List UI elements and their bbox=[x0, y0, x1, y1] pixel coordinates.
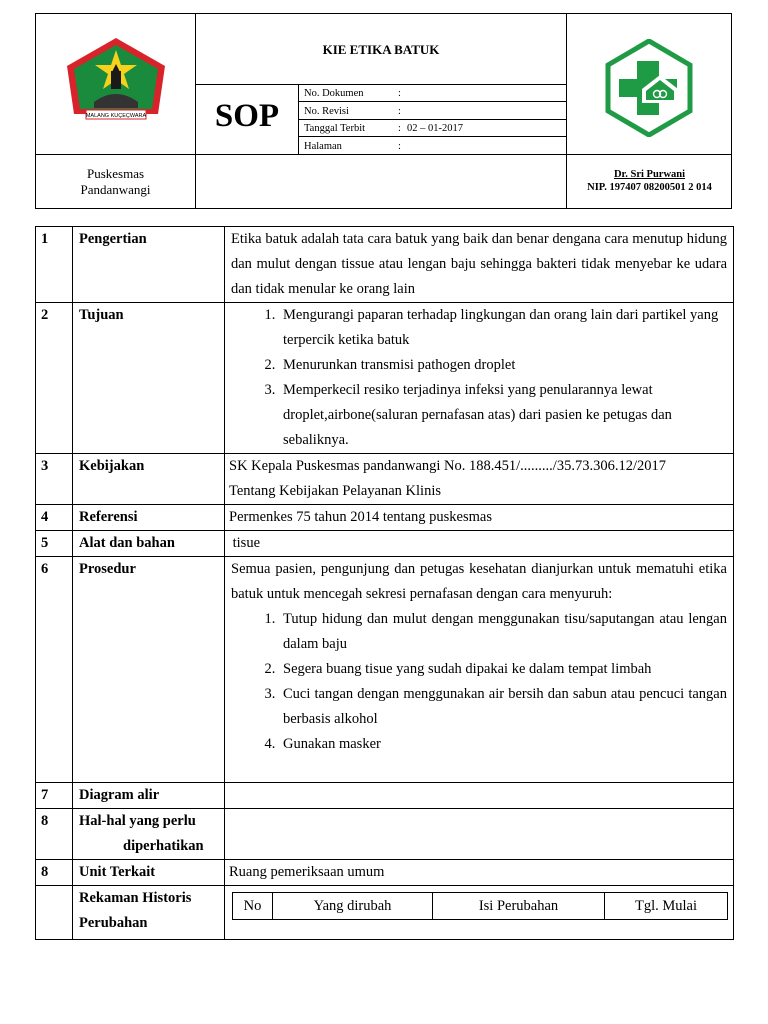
list-item: 1. Tutup hidung dan mulut dengan menggunakan tisu/saputangan atau lengan dalam baju bbox=[279, 607, 727, 657]
sop-label: SOP bbox=[214, 98, 280, 134]
svg-text:MALANG KUÇEÇWARA: MALANG KUÇEÇWARA bbox=[85, 113, 147, 119]
list-item: 3. Cuci tangan dengan menggunakan air bersih dan sabun atau pencuci tangan berbasis alkohol bbox=[279, 682, 727, 732]
row-hal-hal: 8 Hal-hal yang perlu diperhatikan bbox=[36, 809, 734, 860]
history-header-isi-perubahan: Isi Perubahan bbox=[433, 893, 605, 920]
kota-malang-emblem-icon bbox=[64, 36, 168, 136]
puskesmas-cross-house-icon bbox=[604, 39, 694, 137]
row-rekaman-historis: Rekaman Historis Perubahan No Yang dirubah Isi Perubahan Tgl. Mulai bbox=[36, 886, 734, 940]
tujuan-list bbox=[231, 303, 727, 453]
row-diagram-alir: 7 Diagram alir bbox=[36, 783, 734, 809]
field-no-revisi: No. Revisi : bbox=[304, 105, 401, 117]
field-halaman: Halaman : bbox=[304, 140, 401, 152]
signer-block bbox=[567, 168, 732, 194]
signer-nip: NIP. 197407 08200501 2 014 bbox=[587, 182, 712, 193]
sop-content-table bbox=[35, 226, 734, 940]
row-unit-terkait: 8 Unit Terkait Ruang pemeriksaan umum bbox=[36, 860, 734, 886]
document-title: KIE ETIKA BATUK bbox=[322, 42, 440, 57]
history-header-tgl-mulai: Tgl. Mulai bbox=[605, 893, 728, 920]
row-tujuan: 2 Tujuan 1. Mengurangi paparan terhadap lingkungan dan orang lain dari partikel yang terpercik ketika batuk 2. Menurunkan transmisi pathogen droplet 3. Memperkecil resiko terjadinya infeksi yang penularannya lewat droplet,airbone(saluran pernafasan atas) dari pasien ke petugas dan sebaliknya. bbox=[36, 303, 734, 454]
row-alat-dan-bahan: 5 Alat dan bahan tisue bbox=[36, 531, 734, 557]
history-header-no: No bbox=[233, 893, 273, 920]
prosedur-intro: Semua pasien, pengunjung dan petugas kesehatan dianjurkan untuk mematuhi etika batuk untuk mencegah sekresi pernafasan dengan cara menyuruh: bbox=[231, 561, 727, 602]
signer-name: Dr. Sri Purwani bbox=[613, 169, 686, 180]
pengertian-text: Etika batuk adalah tata cara batuk yang baik dan benar dengana cara menutup hidung dan mulut dengan tissue atau lengan baju sehingga bakteri tidak menyebar ke udara dan tidak menular ke orang lain bbox=[225, 227, 734, 303]
prosedur-list bbox=[231, 607, 727, 757]
sop-header bbox=[35, 13, 732, 209]
list-item: 3. Memperkecil resiko terjadinya infeksi yang penularannya lewat droplet,airbone(saluran pernafasan atas) dari pasien ke petugas dan sebaliknya. bbox=[279, 378, 727, 453]
list-item: 1. Mengurangi paparan terhadap lingkungan dan orang lain dari partikel yang terpercik ketika batuk bbox=[279, 303, 727, 353]
row-referensi: 4 Referensi Permenkes 75 tahun 2014 tentang puskesmas bbox=[36, 505, 734, 531]
field-tanggal-terbit: Tanggal Terbit : 02 – 01-2017 bbox=[304, 123, 463, 134]
history-table bbox=[232, 892, 728, 920]
document-fields bbox=[304, 85, 463, 155]
history-header-yang-dirubah: Yang dirubah bbox=[273, 893, 433, 920]
organization-name: Puskesmas Pandanwangi bbox=[80, 166, 151, 197]
row-pengertian: 1 Pengertian Etika batuk adalah tata cara batuk yang baik dan benar dengana cara menutup hidung dan mulut dengan tissue atau lengan baju sehingga bakteri tidak menyebar ke udara dan tidak menular ke orang lain bbox=[36, 227, 734, 303]
list-item: 2. Menurunkan transmisi pathogen droplet bbox=[279, 353, 727, 378]
list-item: 4. Gunakan masker bbox=[279, 732, 727, 757]
field-no-dokumen: No. Dokumen : bbox=[304, 88, 401, 99]
row-kebijakan: 3 Kebijakan SK Kepala Puskesmas pandanwangi No. 188.451/........./35.73.306.12/2017 Tentang Kebijakan Pelayanan Klinis bbox=[36, 454, 734, 505]
row-prosedur: 6 Prosedur Semua pasien, pengunjung dan petugas kesehatan dianjurkan untuk mematuhi etika batuk untuk mencegah sekresi pernafasan dengan cara menyuruh: 1. Tutup hidung dan mulut dengan menggunakan tisu/saputangan atau lengan dalam baju 2. Segera buang tisue yang sudah dipakai ke dalam tempat limbah 3. Cuci tangan dengan menggunakan air bersih dan sabun atau pencuci tangan berbasis alkohol 4. Gunakan masker bbox=[36, 557, 734, 783]
list-item: 2. Segera buang tisue yang sudah dipakai ke dalam tempat limbah bbox=[279, 657, 727, 682]
